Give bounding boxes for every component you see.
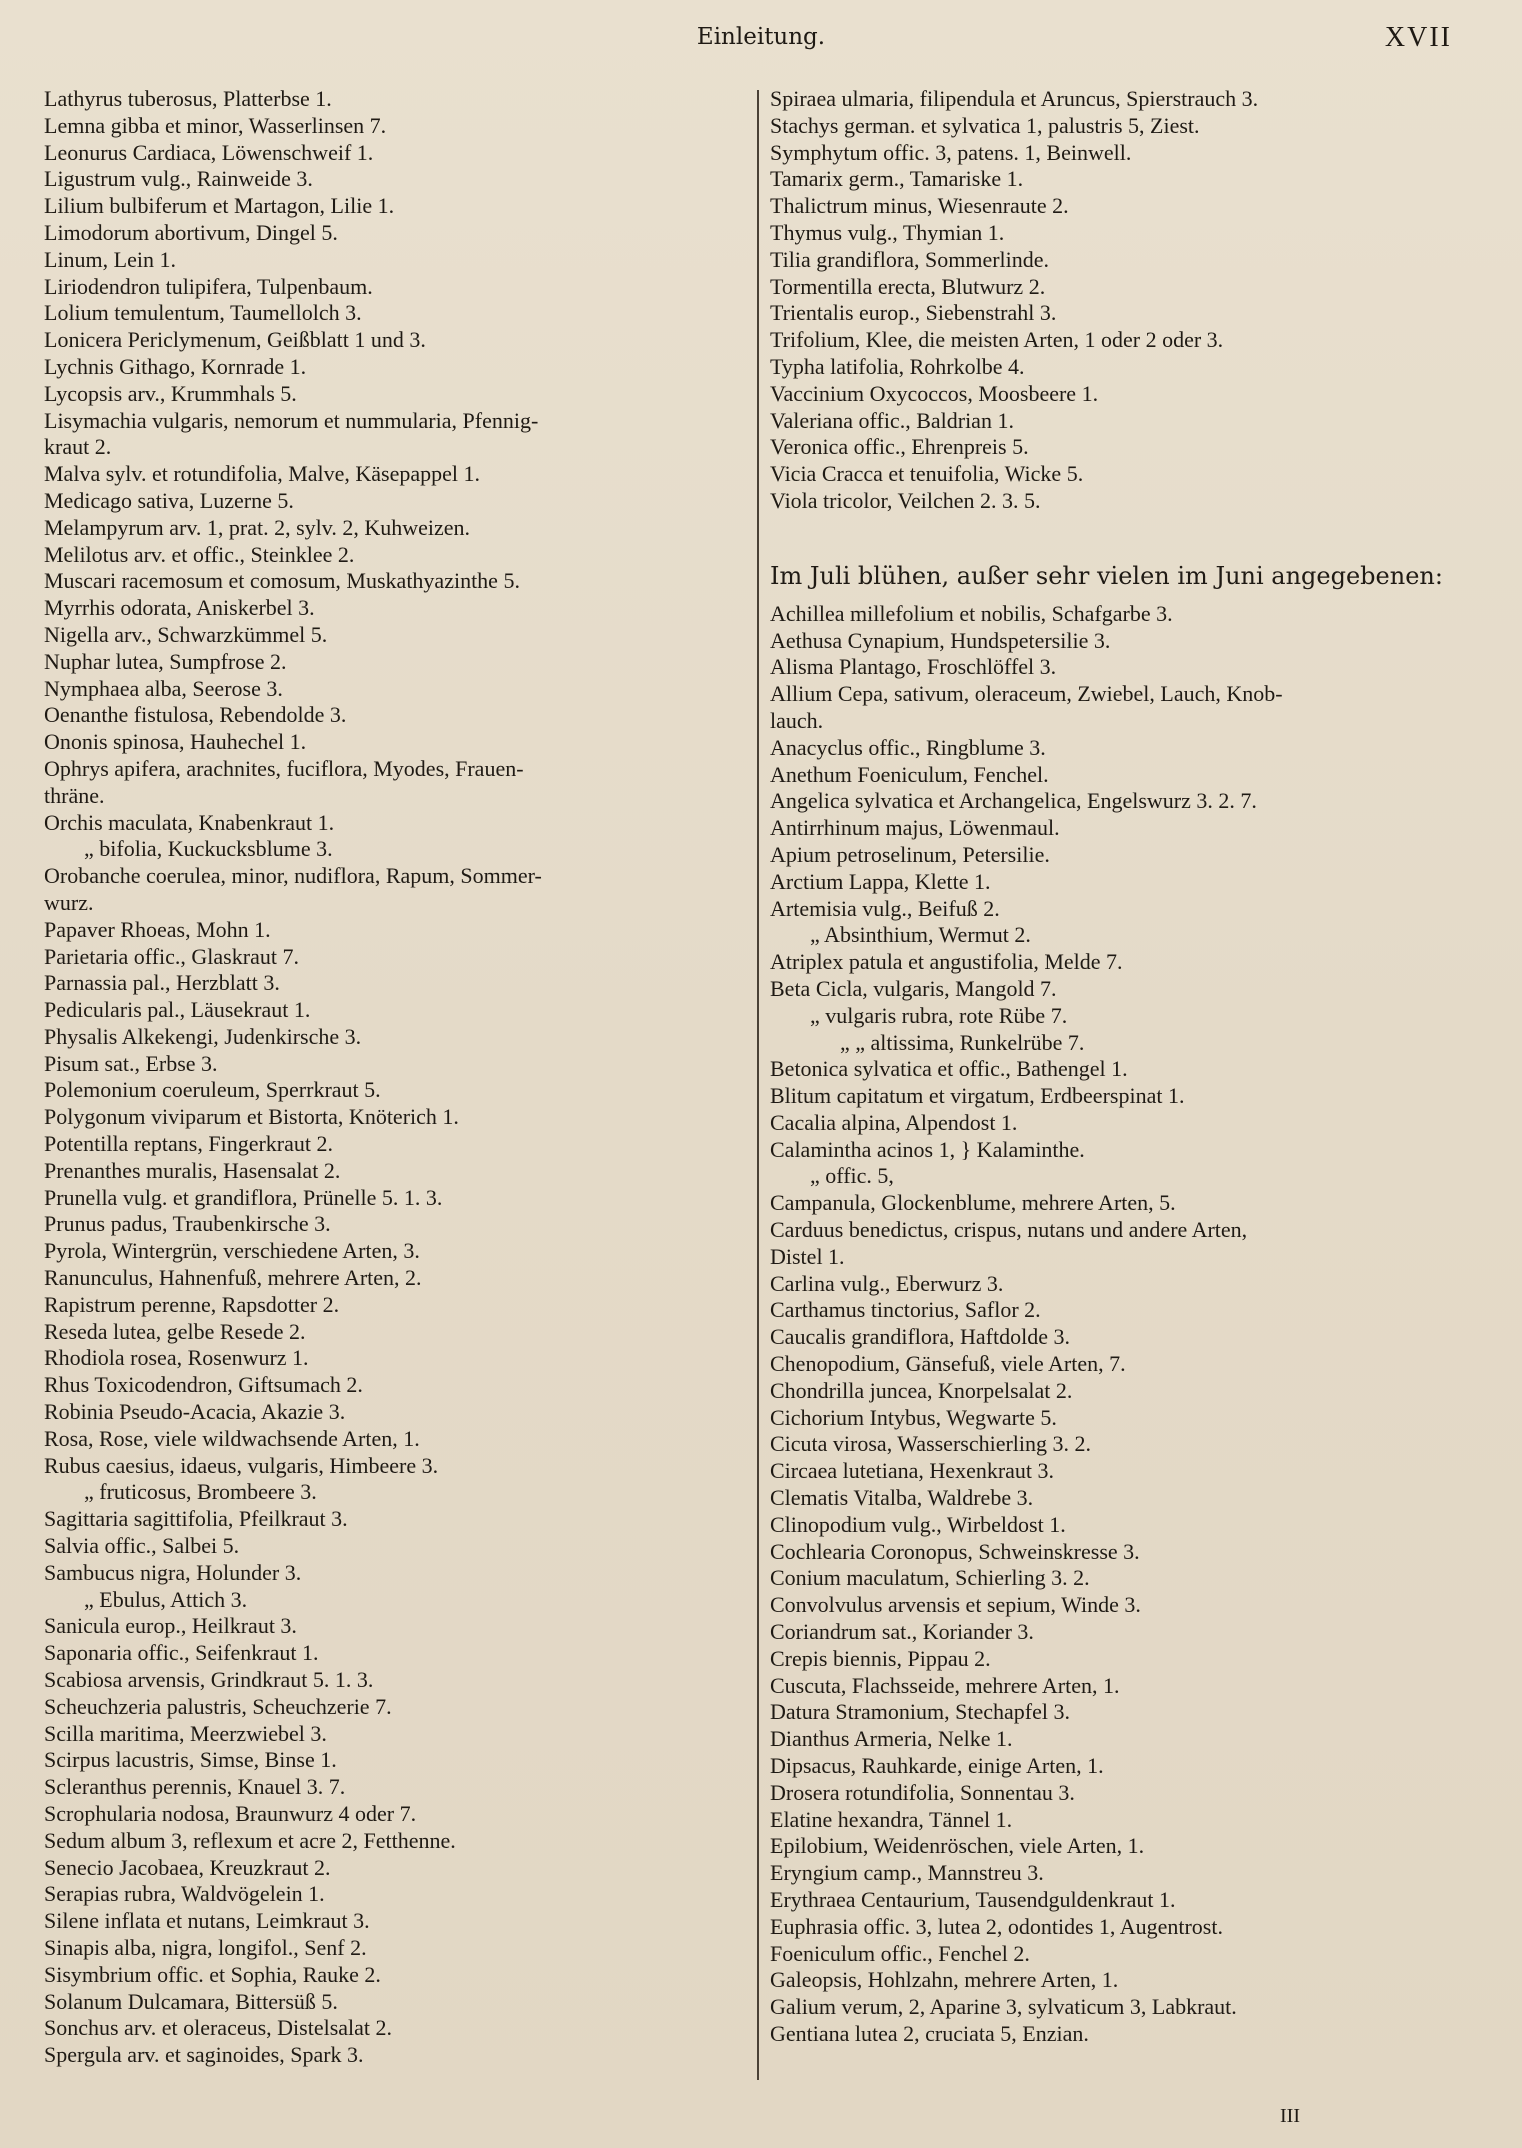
entry-line: Serapias rubra, Waldvögelein 1. (44, 1881, 325, 1907)
entry-line: Stachys german. et sylvatica 1, palustris 5, Ziest. (770, 112, 1200, 138)
entry-line: Salvia offic., Salbei 5. (44, 1533, 240, 1559)
entry-line: Scheuchzeria palustris, Scheuchzerie 7. (44, 1693, 392, 1719)
entry-line: Lonicera Periclymenum, Geißblatt 1 und 3. (44, 327, 426, 353)
entry-line: Sambucus nigra, Holunder 3. (44, 1559, 302, 1585)
column-rule (757, 90, 759, 2080)
entry-line: Rhus Toxicodendron, Giftsumach 2. (44, 1372, 363, 1398)
entry-line: Ranunculus, Hahnenfuß, mehrere Arten, 2. (44, 1265, 422, 1291)
entry-line: Silene inflata et nutans, Leimkraut 3. (44, 1908, 370, 1934)
entry-line: Erythraea Centaurium, Tausendguldenkraut 1. (770, 1887, 1176, 1912)
entry-line: Anethum Foeniculum, Fenchel. (770, 761, 1049, 787)
entry-line: Typha latifolia, Rohrkolbe 4. (770, 353, 1025, 379)
entry-line: Antirrhinum majus, Löwenmaul. (770, 815, 1060, 841)
entry-line: Tamarix germ., Tamariske 1. (770, 166, 1024, 192)
section-gap (770, 515, 1480, 551)
entry-line: Scirpus lacustris, Simse, Binse 1. (44, 1747, 337, 1773)
entry-line: Chondrilla juncea, Knorpelsalat 2. (770, 1377, 1073, 1403)
running-head (0, 20, 1522, 60)
entry-line: Sonchus arv. et oleraceus, Distelsalat 2. (44, 2015, 393, 2041)
entry-line: Vicia Cracca et tenuifolia, Wicke 5. (770, 461, 1084, 487)
entry-line: Saponaria offic., Seifenkraut 1. (44, 1640, 319, 1666)
entry-line: Caucalis grandiflora, Haftdolde 3. (770, 1324, 1070, 1350)
entry-line: Alisma Plantago, Froschlöffel 3. (770, 654, 1057, 680)
entry-line: Scrophularia nodosa, Braunwurz 4 oder 7. (44, 1801, 417, 1826)
entry-line: Oenanthe fistulosa, Rebendolde 3. (44, 702, 347, 728)
entry-line: Allium Cepa, sativum, oleraceum, Zwiebel, Lauch, Knob- (770, 681, 1283, 707)
entry-line: Achillea millefolium et nobilis, Schafgarbe 3. (770, 600, 1173, 626)
entry-line: Sinapis alba, nigra, longifol., Senf 2. (44, 1934, 367, 1960)
entry-line: „ Ebulus, Attich 3. (84, 1586, 248, 1612)
entry-line: Euphrasia offic. 3, lutea 2, odontides 1, Augentrost. (770, 1913, 1223, 1939)
entry-line: Blitum capitatum et virgatum, Erdbeerspinat 1. (770, 1083, 1185, 1109)
entry-line: Viola tricolor, Veilchen 2. 3. 5. (770, 487, 1041, 513)
entry-line: Gentiana lutea 2, cruciata 5, Enzian. (770, 2020, 1089, 2046)
entry-line: Veronica offic., Ehrenpreis 5. (770, 434, 1029, 460)
entry-line: Scabiosa arvensis, Grindkraut 5. 1. 3. (44, 1667, 374, 1693)
page-number: XVII (1384, 22, 1452, 53)
entry-line: Reseda lutea, gelbe Resede 2. (44, 1318, 306, 1344)
entry-line: Cicuta virosa, Wasserschierling 3. 2. (770, 1431, 1092, 1457)
entry-line: Dipsacus, Rauhkarde, einige Arten, 1. (770, 1753, 1104, 1779)
entry-line: Angelica sylvatica et Archangelica, Engelswurz 3. 2. 7. (770, 788, 1257, 814)
entry-line: Polygonum viviparum et Bistorta, Knöterich 1. (44, 1104, 459, 1130)
entry-line: Scleranthus perennis, Knauel 3. 7. (44, 1774, 346, 1800)
entry-line: thräne. (44, 782, 105, 808)
entry-line: Solanum Dulcamara, Bittersüß 5. (44, 1988, 338, 2014)
entry-line: Nymphaea alba, Seerose 3. (44, 675, 283, 701)
entry-line: Orchis maculata, Knabenkraut 1. (44, 809, 335, 835)
entry-line: Galeopsis, Hohlzahn, mehrere Arten, 1. (770, 1967, 1119, 1993)
entry-line: Pyrola, Wintergrün, verschiedene Arten, 3. (44, 1238, 420, 1264)
entry-line: Potentilla reptans, Fingerkraut 2. (44, 1131, 333, 1157)
entry-line: Trifolium, Klee, die meisten Arten, 1 oder 2 oder 3. (770, 327, 1224, 353)
entry-line: Betonica sylvatica et offic., Bathengel 1. (770, 1056, 1128, 1082)
entry-line: Campanula, Glockenblume, mehrere Arten, 5. (770, 1190, 1176, 1216)
entry-line: „ fruticosus, Brombeere 3. (84, 1479, 317, 1505)
entry-line: Linum, Lein 1. (44, 246, 176, 272)
right-column-top-list (770, 86, 1480, 515)
entry-line: Tormentilla erecta, Blutwurz 2. (770, 273, 1046, 299)
entry-line: Beta Cicla, vulgaris, Mangold 7. (770, 975, 1057, 1001)
juli-heading: Im Juli blühen, außer sehr vielen im Juni angegebenen: (770, 561, 1443, 590)
entry-line: Carduus benedictus, crispus, nutans und andere Arten, (770, 1217, 1248, 1243)
entry-line: Carthamus tinctorius, Saflor 2. (770, 1297, 1041, 1323)
entry-line: Datura Stramonium, Stechapfel 3. (770, 1699, 1070, 1725)
entry-line: Conium maculatum, Schierling 3. 2. (770, 1565, 1090, 1591)
entry-line: Galium verum, 2, Aparine 3, sylvaticum 3, Labkraut. (770, 1994, 1237, 2020)
entry-line: Medicago sativa, Luzerne 5. (44, 487, 294, 513)
entry-line: lauch. (770, 707, 824, 733)
entry-line: Physalis Alkekengi, Judenkirsche 3. (44, 1023, 362, 1049)
entry-line: Cichorium Intybus, Wegwarte 5. (770, 1404, 1057, 1430)
entry-line: wurz. (44, 889, 94, 915)
entry-line: Lycopsis arv., Krummhals 5. (44, 380, 297, 406)
entry-line: Ophrys apifera, arachnites, fuciflora, Myodes, Frauen- (44, 755, 524, 781)
entry-line: Orobanche coerulea, minor, nudiflora, Rapum, Sommer- (44, 863, 542, 889)
entry-line: Leonurus Cardiaca, Löwenschweif 1. (44, 139, 374, 165)
entry-line: Rapistrum perenne, Rapsdotter 2. (44, 1291, 340, 1317)
entry-line: Prunus padus, Traubenkirsche 3. (44, 1211, 331, 1237)
entry-line: Lolium temulentum, Taumellolch 3. (44, 300, 362, 326)
entry-line: Thymus vulg., Thymian 1. (770, 219, 1005, 245)
entry-line: Polemonium coeruleum, Sperrkraut 5. (44, 1077, 381, 1103)
entry-line: Crepis biennis, Pippau 2. (770, 1645, 991, 1671)
entry-line: Prenanthes muralis, Hasensalat 2. (44, 1157, 341, 1183)
entry-line: kraut 2. (44, 434, 112, 460)
entry-line: Limodorum abortivum, Dingel 5. (44, 219, 338, 245)
entry-line: Elatine hexandra, Tännel 1. (770, 1806, 1013, 1832)
entry-line: Clinopodium vulg., Wirbeldost 1. (770, 1511, 1066, 1537)
entry-line: Distel 1. (770, 1243, 845, 1269)
entry-line: Nuphar lutea, Sumpfrose 2. (44, 648, 287, 674)
right-column (770, 86, 1480, 2048)
entry-line: Epilobium, Weidenröschen, viele Arten, 1. (770, 1833, 1145, 1859)
entry-line: Cuscuta, Flachsseide, mehrere Arten, 1. (770, 1672, 1120, 1698)
entry-line: Sagittaria sagittifolia, Pfeilkraut 3. (44, 1506, 348, 1532)
entry-line: Senecio Jacobaea, Kreuzkraut 2. (44, 1854, 331, 1880)
signature-mark: III (1280, 2105, 1300, 2127)
entry-line: Thalictrum minus, Wiesenraute 2. (770, 193, 1069, 219)
entry-line: Ononis spinosa, Hauhechel 1. (44, 729, 307, 755)
entry-line: „ offic. 5, (810, 1163, 894, 1189)
entry-line: Clematis Vitalba, Waldrebe 3. (770, 1485, 1034, 1511)
entry-line: Pisum sat., Erbse 3. (44, 1050, 218, 1076)
entry-line: Ligustrum vulg., Rainweide 3. (44, 166, 313, 192)
entry-line: Valeriana offic., Baldrian 1. (770, 407, 1014, 433)
entry-line: Sanicula europ., Heilkraut 3. (44, 1613, 297, 1639)
entry-line: Aethusa Cynapium, Hundspetersilie 3. (770, 627, 1111, 653)
left-column (44, 86, 744, 2069)
entry-line: Dianthus Armeria, Nelke 1. (770, 1726, 1013, 1752)
entry-line: Anacyclus offic., Ringblume 3. (770, 734, 1046, 760)
page-title: Einleitung. (696, 24, 826, 50)
entry-line: Tilia grandiflora, Sommerlinde. (770, 246, 1050, 272)
entry-line: Symphytum offic. 3, patens. 1, Beinwell. (770, 139, 1132, 165)
entry-line: „ bifolia, Kuckucksblume 3. (84, 836, 333, 862)
entry-line: Lilium bulbiferum et Martagon, Lilie 1. (44, 193, 395, 219)
entry-line: Coriandrum sat., Koriander 3. (770, 1619, 1034, 1645)
entry-line: „ vulgaris rubra, rote Rübe 7. (810, 1002, 1068, 1028)
entry-line: Cacalia alpina, Alpendost 1. (770, 1109, 1018, 1135)
entry-line: Calamintha acinos 1, } Kalaminthe. (770, 1136, 1085, 1162)
entry-line: Drosera rotundifolia, Sonnentau 3. (770, 1779, 1075, 1805)
entry-line: Carlina vulg., Eberwurz 3. (770, 1270, 1004, 1296)
entry-line: „ Absinthium, Wermut 2. (810, 922, 1031, 948)
entry-line: Lychnis Githago, Kornrade 1. (44, 353, 307, 379)
entry-line: Circaea lutetiana, Hexenkraut 3. (770, 1458, 1055, 1484)
right-column-juli-list (770, 601, 1480, 2048)
entry-line: Lathyrus tuberosus, Platterbse 1. (44, 86, 332, 111)
entry-line: Liriodendron tulipifera, Tulpenbaum. (44, 273, 373, 299)
entry-line: Rubus caesius, idaeus, vulgaris, Himbeere 3. (44, 1452, 439, 1478)
entry-line: Melampyrum arv. 1, prat. 2, sylv. 2, Kuhweizen. (44, 514, 471, 540)
entry-line: Apium petroselinum, Petersilie. (770, 841, 1050, 867)
entry-line: Muscari racemosum et comosum, Muskathyazinthe 5. (44, 568, 520, 594)
entry-line: Nigella arv., Schwarzkümmel 5. (44, 621, 328, 647)
entry-line: Sisymbrium offic. et Sophia, Rauke 2. (44, 1961, 381, 1987)
entry-line: Prunella vulg. et grandiflora, Prünelle 5. 1. 3. (44, 1184, 443, 1210)
entry-line: Cochlearia Coronopus, Schweinskresse 3. (770, 1538, 1140, 1564)
entry-line: Vaccinium Oxycoccos, Moosbeere 1. (770, 380, 1099, 406)
entry-line: Rhodiola rosea, Rosenwurz 1. (44, 1345, 309, 1371)
entry-line: Robinia Pseudo-Acacia, Akazie 3. (44, 1399, 346, 1425)
entry-line: Papaver Rhoeas, Mohn 1. (44, 916, 271, 942)
entry-line: Arctium Lappa, Klette 1. (770, 868, 991, 894)
entry-line: Spergula arv. et saginoides, Spark 3. (44, 2042, 364, 2068)
entry-line: Artemisia vulg., Beifuß 2. (770, 895, 1000, 921)
entry-line: Malva sylv. et rotundifolia, Malve, Käsepappel 1. (44, 461, 481, 487)
entry-line: Sedum album 3, reflexum et acre 2, Fetthenne. (44, 1827, 456, 1853)
entry-line: Myrrhis odorata, Aniskerbel 3. (44, 595, 315, 621)
entry-line: Rosa, Rose, viele wildwachsende Arten, 1. (44, 1425, 420, 1451)
entry-line: Foeniculum offic., Fenchel 2. (770, 1940, 1030, 1966)
entry-line: Spiraea ulmaria, filipendula et Aruncus, Spierstrauch 3. (770, 86, 1259, 111)
entry-line: Pedicularis pal., Läusekraut 1. (44, 997, 311, 1023)
entry-line: Parietaria offic., Glaskraut 7. (44, 943, 299, 969)
entry-line: Scilla maritima, Meerzwiebel 3. (44, 1720, 327, 1746)
entry-line: Lemna gibba et minor, Wasserlinsen 7. (44, 112, 387, 138)
entry-line: Atriplex patula et angustifolia, Melde 7. (770, 949, 1123, 975)
entry-line: Trientalis europ., Siebenstrahl 3. (770, 300, 1057, 326)
entry-line: Convolvulus arvensis et sepium, Winde 3. (770, 1592, 1141, 1618)
entry-line: Chenopodium, Gänsefuß, viele Arten, 7. (770, 1351, 1126, 1377)
entry-line: „ „ altissima, Runkelrübe 7. (840, 1029, 1085, 1055)
entry-line: Parnassia pal., Herzblatt 3. (44, 970, 280, 996)
entry-line: Lisymachia vulgaris, nemorum et nummularia, Pfennig- (44, 407, 539, 433)
entry-line: Eryngium camp., Mannstreu 3. (770, 1860, 1044, 1886)
entry-line: Melilotus arv. et offic., Steinklee 2. (44, 541, 355, 567)
